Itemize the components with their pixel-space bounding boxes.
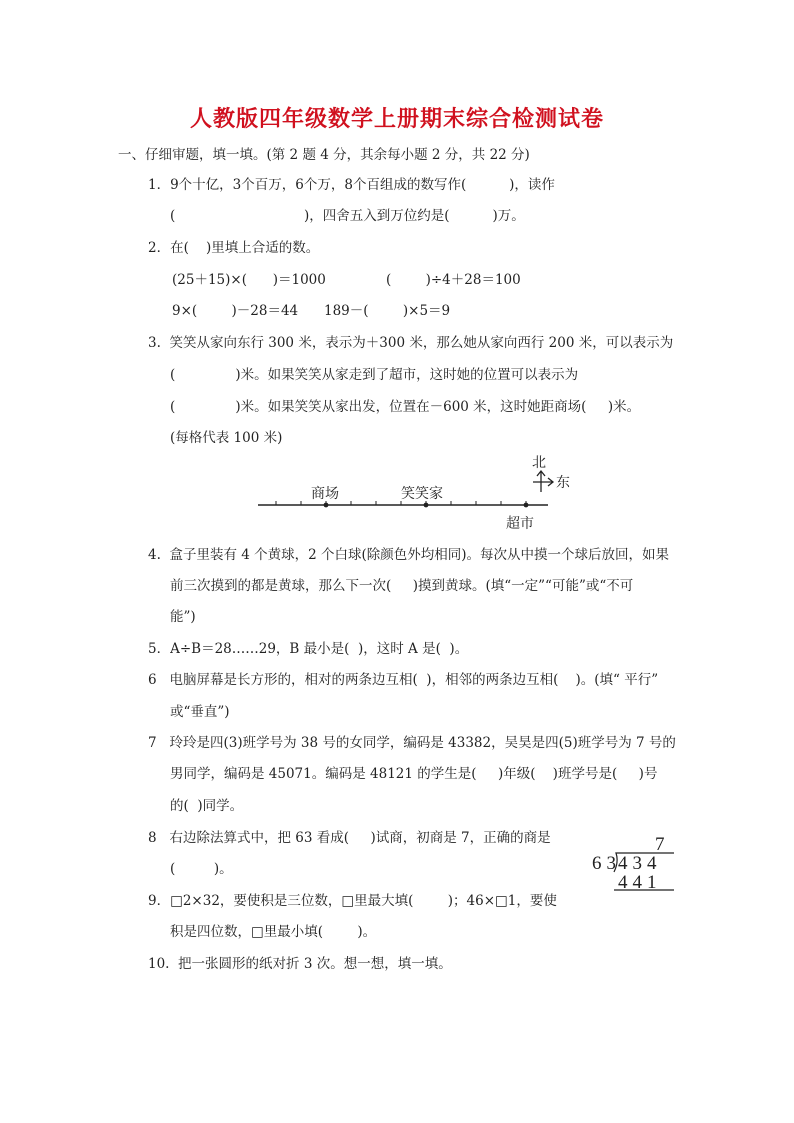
q3-line2: ( )米。如果笑笑从家走到了超市，这时她的位置可以表示为 (170, 367, 579, 383)
exam-title: 人教版四年级数学上册期末综合检测试卷 (189, 106, 604, 132)
market-point (524, 503, 529, 508)
division-quotient: 7 (655, 834, 670, 855)
q5-line1: 5．A÷B＝28……29，B 最小是( )，这时 A 是( )。 (148, 641, 469, 657)
division-divisor: 63 (592, 853, 621, 874)
q8-line1: 8 右边除法算式中，把 63 看成( )试商，初商是 7，正确的商是 (148, 830, 551, 846)
label-market: 超市 (506, 516, 534, 532)
label-north: 北 (532, 455, 546, 471)
q6-line1: 6 电脑屏幕是长方形的，相对的两条边互相( )，相邻的两条边互相( )。(填“ 平行” (148, 672, 659, 688)
q4-line2: 前三次摸到的都是黄球，那么下一次( )摸到黄球。(填“一定”“可能”或“不可 (170, 578, 634, 594)
division-product: 441 (618, 872, 662, 893)
q7-line3: 的( )同学。 (170, 798, 244, 814)
q3-line3: ( )米。如果笑笑从家出发，位置在－600 米，这时她距商场( )米。 (170, 399, 641, 415)
q2-line1: 2．在( )里填上合适的数。 (148, 240, 320, 256)
home-point (424, 503, 429, 508)
q7-line1: 7 玲玲是四(3)班学号为 38 号的女同学，编码是 43382，吴昊是四(5)班学号为 7 号的 (148, 735, 676, 751)
q3-line4: (每格代表 100 米) (170, 430, 283, 446)
q2-eq3: 9×( )－28＝44 (172, 303, 299, 319)
q10-line1: 10. 把一张圆形的纸对折 3 次。想一想，填一填。 (148, 956, 452, 972)
section-heading: 一、仔细审题，填一填。(第 2 题 4 分，其余每小题 2 分，共 22 分) (118, 147, 530, 163)
q3-line1: 3. 笑笑从家向东行 300 米，表示为＋300 米，那么她从家向西行 200 米，可以表示为 (148, 335, 674, 351)
q9-line1: 9．□2×32，要使积是三位数，□里最大填( )；46×□1，要使 (148, 893, 557, 909)
q2-eq4: 189－( )×5＝9 (324, 303, 451, 319)
q2-eq1: (25＋15)×( )＝1000 (172, 272, 326, 288)
q1-line2: ( )，四舍五入到万位约是( )万。 (170, 208, 525, 224)
label-east: 东 (556, 475, 570, 491)
q8-line2: ( )。 (170, 861, 233, 877)
mall-point (324, 503, 329, 508)
q6-line2: 或“垂直”) (170, 704, 230, 720)
q2-eq2: ( )÷4＋28＝100 (386, 272, 521, 288)
division-dividend: 434 (618, 853, 662, 874)
compass-icon (533, 471, 553, 492)
q4-line1: 4. 盒子里装有 4 个黄球，2 个白球(除颜色外均相同)。每次从中摸一个球后放回，如果 (148, 547, 670, 563)
q7-line2: 男同学，编码是 45071。编码是 48121 的学生是( )年级( )班学号是( )号 (170, 766, 658, 782)
q9-line2: 积是四位数，□里最小填( )。 (170, 924, 377, 940)
label-home: 笑笑家 (401, 486, 443, 502)
q1-line1: 1．9个十亿，3个百万，6个万，8个百组成的数写作( )，读作 (148, 177, 555, 193)
q4-line3: 能”) (170, 609, 196, 625)
label-mall: 商场 (311, 486, 339, 502)
division-bracket (610, 852, 680, 894)
